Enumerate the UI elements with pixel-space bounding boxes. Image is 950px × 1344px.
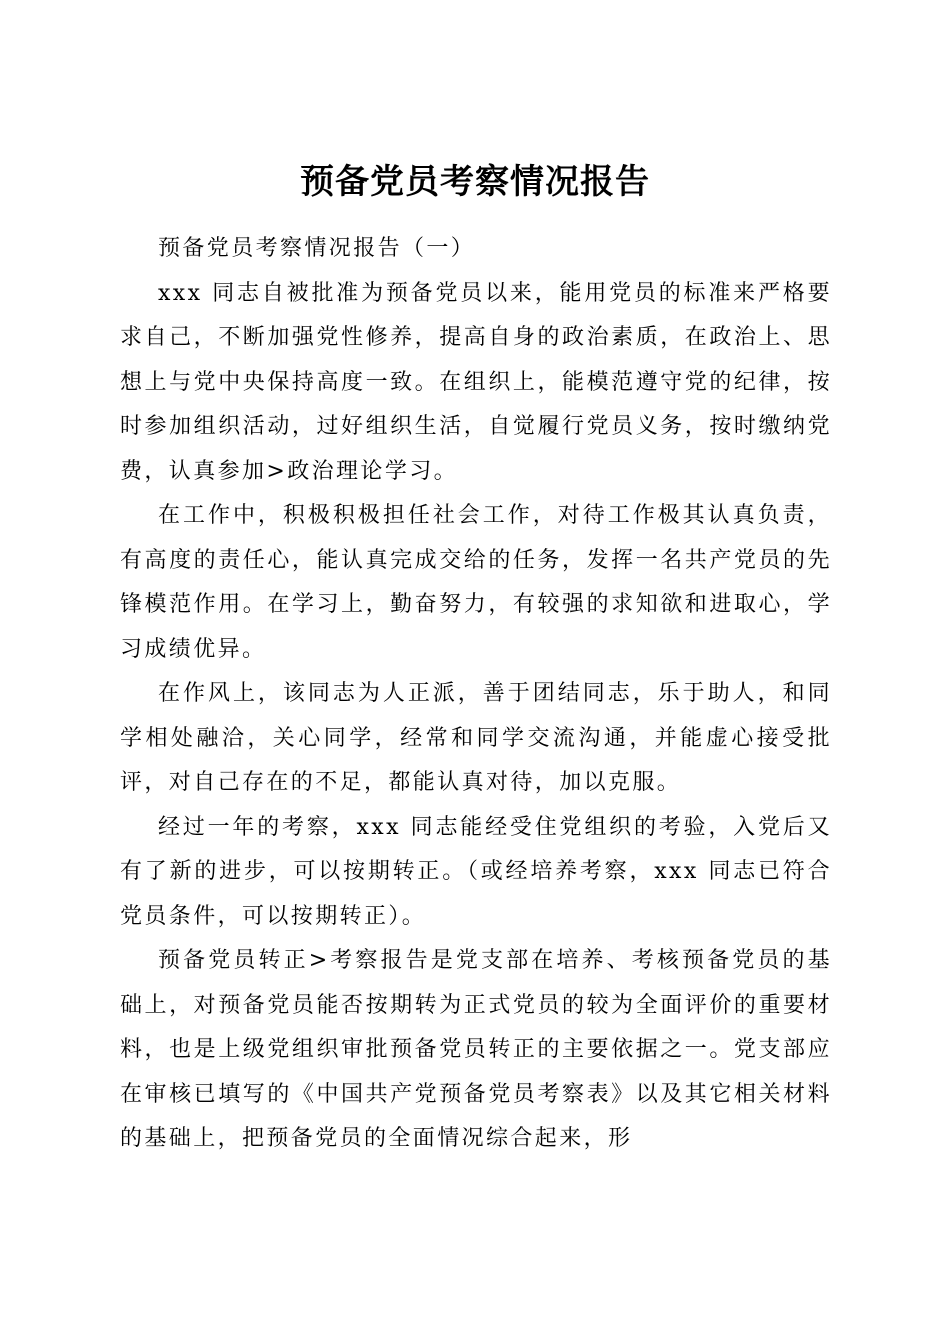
document-body — [120, 227, 832, 1162]
paragraph-work-study: 在工作中，积极积极担任社会工作，对待工作极其认真负责，有高度的责任心，能认真完成交给的任务，发挥一名共产党员的先锋模范作用。在学习上，勤奋努力，有较强的求知欲和进取心，学习成绩优异。 — [120, 503, 832, 662]
document-title: 预备党员考察情况报告 — [300, 161, 650, 202]
paragraph-report-note: 预备党员转正>考察报告是党支部在培养、考核预备党员的基础上，对预备党员能否按期转为正式党员的较为全面评价的重要材料，也是上级党组织审批预备党员转正的主要依据之一。党支部应在审核已填写的《中国共产党预备党员考察表》以及其它相关材料的基础上，把预备党员的全面情况综合起来，形 — [120, 948, 832, 1151]
paragraph-subtitle: 预备党员考察情况报告（一） — [158, 236, 476, 261]
paragraph-style: 在作风上，该同志为人正派，善于团结同志，乐于助人，和同学相处融洽，关心同学，经常和同学交流沟通，并能虚心接受批评，对自己存在的不足，都能认真对待，加以克服。 — [120, 681, 832, 795]
paragraph-political: xxx 同志自被批准为预备党员以来，能用党员的标准来严格要求自己，不断加强党性修养，提高自身的政治素质，在政治上、思想上与党中央保持高度一致。在组织上，能模范遵守党的纪律，按时参加组织活动，过好组织生活，自觉履行党员义务，按时缴纳党费，认真参加>政治理论学习。 — [120, 280, 832, 484]
paragraph-conclusion: 经过一年的考察，xxx 同志能经受住党组织的考验，入党后又有了新的进步，可以按期转正。（或经培养考察，xxx 同志已符合党员条件，可以按期转正）。 — [120, 814, 832, 929]
